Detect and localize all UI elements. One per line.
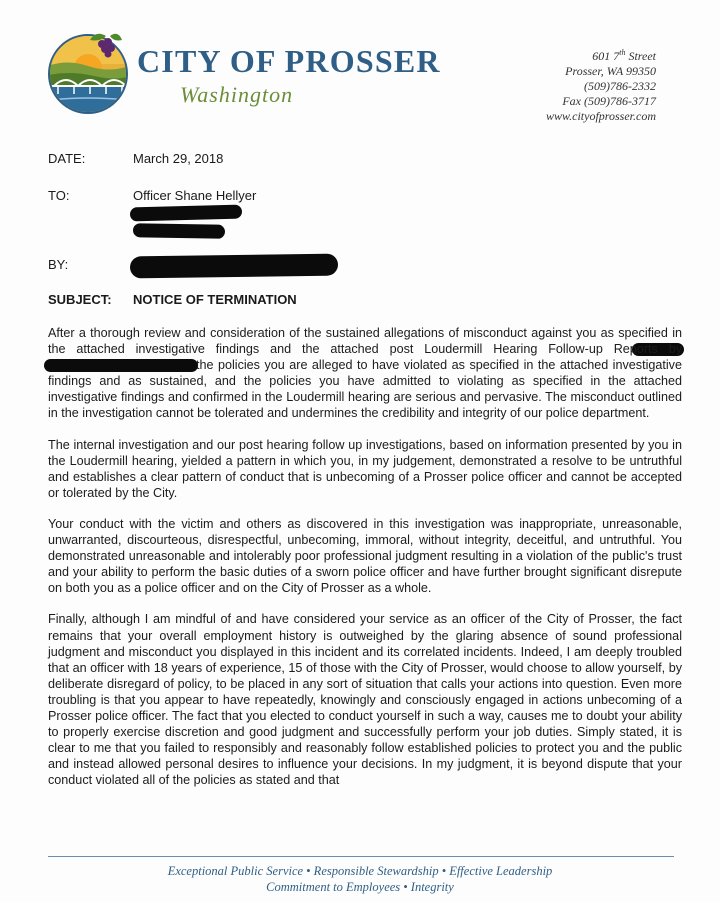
city-logo [44, 24, 134, 116]
paragraph-1 [48, 325, 682, 422]
city-address [546, 45, 656, 124]
redaction-block [133, 223, 225, 239]
footer-divider [48, 856, 674, 857]
redaction-block [130, 205, 242, 222]
subject-value: NOTICE OF TERMINATION [133, 292, 297, 307]
address-number: 601 7 [592, 49, 620, 63]
date-label: DATE: [48, 151, 86, 166]
address-phone: (509)786-2332 [584, 79, 656, 93]
date-value: March 29, 2018 [133, 151, 224, 166]
to-value: Officer Shane Hellyer [133, 188, 257, 203]
address-street-name: Street [625, 49, 656, 63]
state-name: Washington [180, 82, 294, 107]
paragraph-1-start: After a thorough review and consideration of the sustained allegations of misconduct against you as specified in the attached investigative findings and the attached post Loudermill Hearing Follow-up Reports by [48, 326, 682, 357]
paragraph-4: Finally, although I am mindful of and have considered your service as an officer of the City of Prosser, the fact remains that your overall employment history is outweighed by the glaring absence of sound professional judgment and misconduct you displayed in this incident and its correlated incidents. Indeed, I am deeply troubled that an officer with 18 years of experience, 15 of those with the City of Prosser, would choose to allow yourself, by deliberate disregard of policy, to be placed in any sort of situation that calls your actions into question. Even more troubling is that you appear to have repeatedly, knowingly and consciously engaged in actions unbecoming of a Prosser police officer. The fact that you elected to conduct yourself in such a way, causes me to doubt your ability to properly exercise discretion and good judgment and successfully perform your job duties. Simply stated, it is clear to me that you failed to responsibly and reasonably follow established policies to protect you and the public and instead allowed personal desires to influence your decisions. In my judgment, it is beyond dispute that your conduct violated all of the policies as stated and that [48, 612, 682, 788]
paragraph-2: The internal investigation and our post hearing follow up investigations, based on information presented by you in the Loudermill hearing, yielded a pattern in which you, in my judgement, demonstrated a resolve to be untruthful and establishes a clear pattern of conduct that is unbecoming of a Prosser police officer and cannot be accepted or tolerated by the City. [48, 437, 682, 500]
by-label: BY: [48, 257, 69, 272]
redaction-block [130, 254, 338, 279]
paragraph-3: Your conduct with the victim and others as discovered in this investigation was inappropriate, unreasonable, unwarranted, discourteous, disrespectful, unbecoming, immoral, without integrity, deceitful, and untruthful. You demonstrated unreasonable and intolerably poor professional judgment resulting in a violation of the public's trust and your ability to perform the basic duties of a sworn police officer and have further brought significant disrepute on both you as a police officer and on the City of Prosser as a whole. [48, 516, 682, 596]
address-fax: Fax (509)786-3717 [562, 94, 656, 108]
address-ordinal: th [619, 48, 626, 57]
city-name: CITY OF PROSSER [137, 43, 441, 79]
footer-line-1: Exceptional Public Service • Responsible Stewardship • Effective Leadership [167, 864, 553, 878]
footer-line-2: Commitment to Employees • Integrity [266, 880, 454, 894]
letter-body [48, 325, 682, 803]
address-city: Prosser, WA 99350 [565, 64, 656, 78]
to-label: TO: [48, 188, 70, 203]
subject-label: SUBJECT: [48, 292, 112, 307]
paragraph-1-rest: the policies you are alleged to have violated as specified in the attached investigative findings and as sustained, and the policies you have admitted to violating as specified in the attached investigative findings and confirmed in the Loudermill hearing are serious and pervasive. The misconduct outlined in the investigation cannot be tolerated and undermines the credibility and integrity of our police department. [48, 358, 682, 421]
address-website: www.cityofprosser.com [546, 109, 656, 123]
address-street [546, 45, 656, 64]
